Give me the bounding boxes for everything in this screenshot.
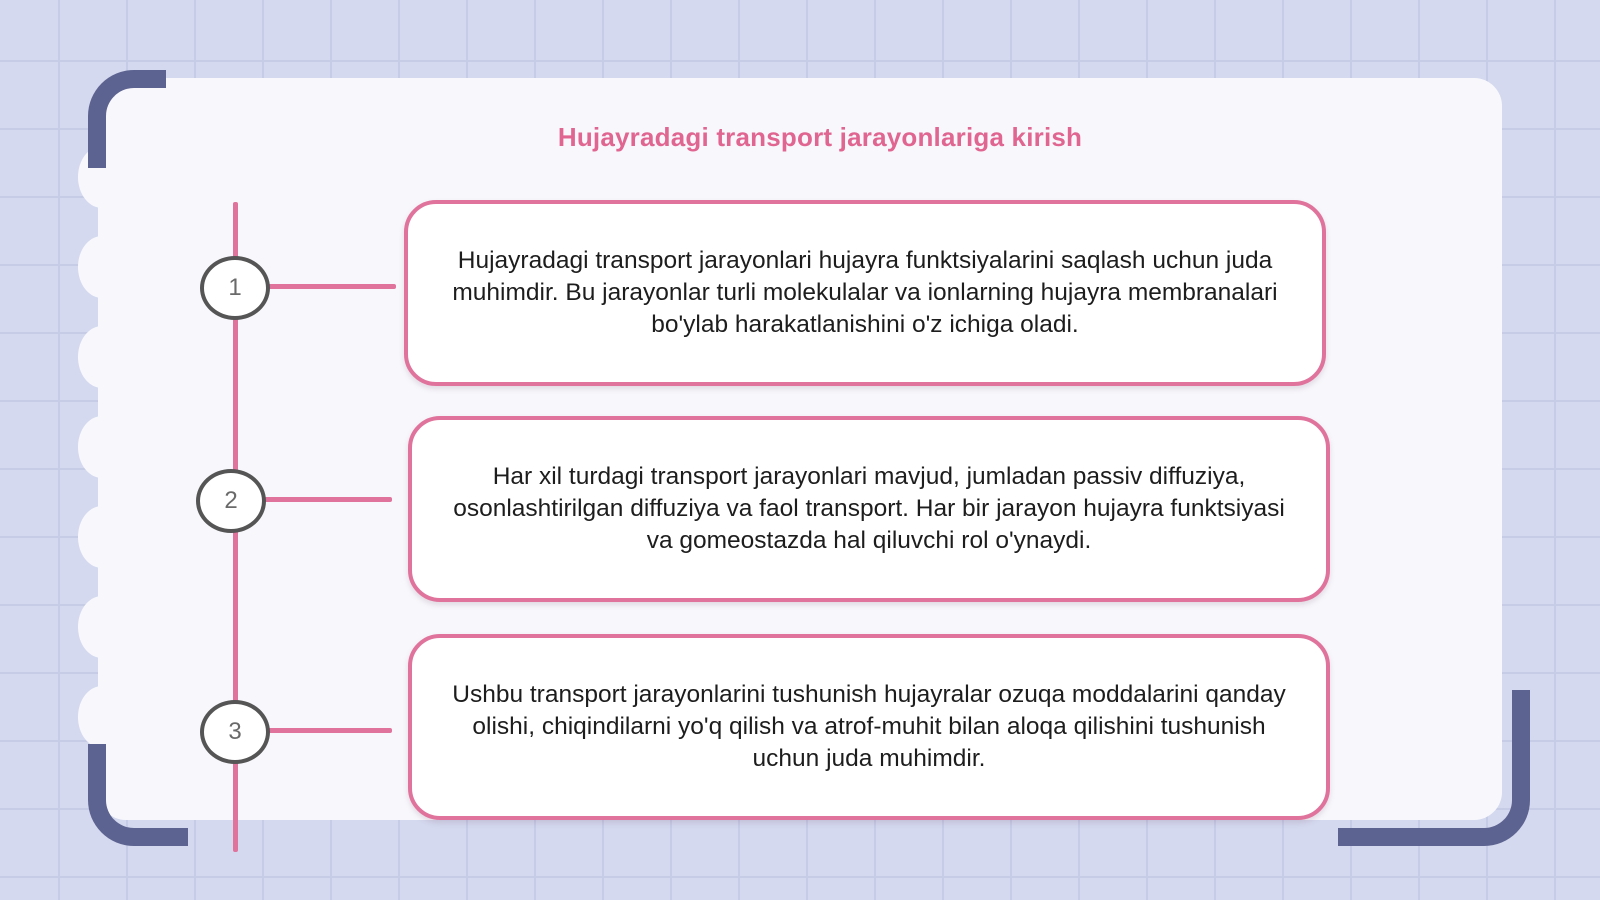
timeline-card-3 — [408, 634, 1330, 820]
notebook-scallop — [78, 416, 126, 478]
corner-bracket-bottom-left — [88, 744, 188, 846]
timeline-card-2-text: Har xil turdagi transport jarayonlari mavjud, jumladan passiv diffuziya, osonlashtirilgan diffuziya va faol transport. Har bir jarayon hujayra funktsiyasi va gomeostazda hal qiluvchi rol o'ynaydi. — [453, 463, 1285, 554]
timeline-connector-2 — [262, 497, 392, 502]
timeline-marker-2: 2 — [196, 469, 266, 533]
corner-bracket-bottom-right — [1338, 690, 1530, 846]
notebook-scallop — [78, 236, 126, 298]
notebook-scallop — [78, 686, 126, 748]
timeline-connector-1 — [266, 284, 396, 289]
timeline-card-1-text: Hujayradagi transport jarayonlari hujayra funktsiyalarini saqlash uchun juda muhimdir. Bu jarayonlar turli molekulalar va ionlarning hujayra membranalari bo'ylab harakatlanishini o'z ichiga oladi. — [452, 247, 1278, 338]
timeline-marker-1: 1 — [200, 256, 270, 320]
notebook-scallop — [78, 326, 126, 388]
timeline-card-1 — [404, 200, 1326, 386]
timeline-connector-3 — [266, 728, 392, 733]
corner-bracket-top-left — [88, 70, 166, 168]
notebook-scallop — [78, 506, 126, 568]
timeline-card-2 — [408, 416, 1330, 602]
timeline-card-3-text: Ushbu transport jarayonlarini tushunish hujayralar ozuqa moddalarini qanday olishi, chiqindilarni yo'q qilish va atrof-muhit bilan aloqa qilishini tushunish uchun juda muhimdir. — [452, 681, 1286, 772]
slide-title: Hujayradagi transport jarayonlariga kirish — [557, 122, 1083, 152]
notebook-scallop — [78, 596, 126, 658]
timeline-marker-3: 3 — [200, 700, 270, 764]
